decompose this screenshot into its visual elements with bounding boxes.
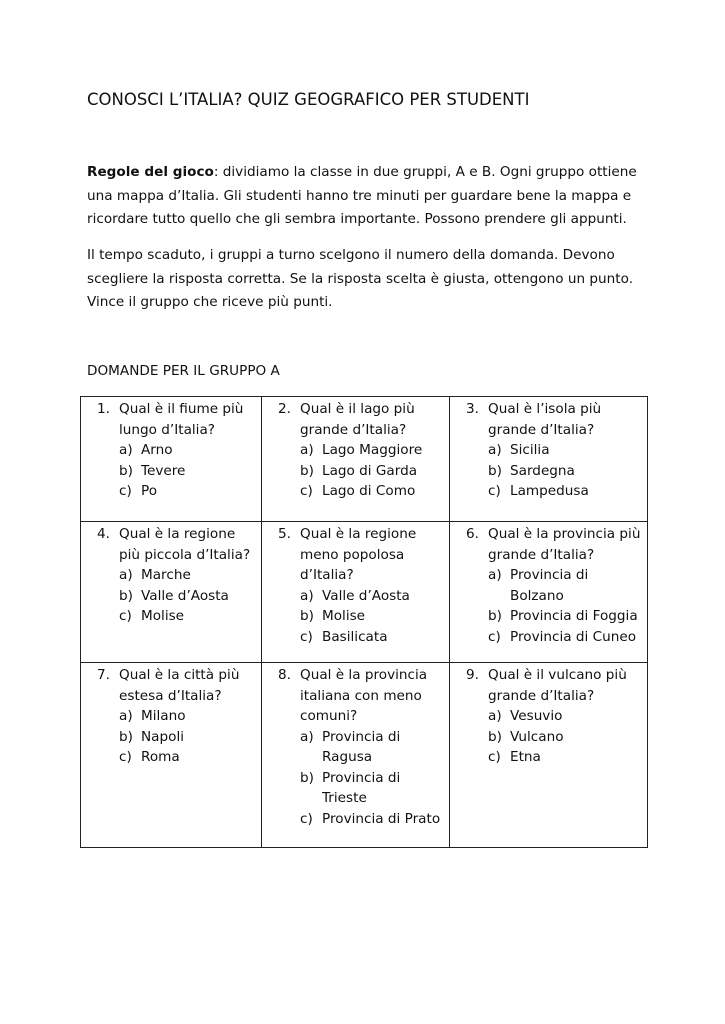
answer-option	[488, 706, 643, 727]
question	[85, 399, 257, 440]
table-row	[81, 397, 648, 522]
answer-option	[119, 565, 257, 586]
option-text: Molise	[322, 608, 366, 624]
option-text: Basilicata	[322, 628, 388, 645]
answer-option	[300, 768, 445, 809]
option-label: b)	[119, 587, 133, 604]
question-text: Qual è l’isola più grande d’Italia?	[488, 401, 602, 438]
answer-options	[300, 586, 445, 648]
question	[266, 399, 445, 440]
question-number: 1.	[97, 401, 110, 417]
answer-option	[119, 481, 257, 502]
question-number: 7.	[97, 667, 110, 683]
question-cell	[81, 397, 262, 522]
question-cell	[450, 397, 648, 522]
answer-option	[300, 627, 445, 648]
answer-option	[119, 461, 257, 482]
option-label: c)	[119, 608, 132, 624]
answer-options	[488, 706, 643, 768]
answer-option	[488, 481, 643, 502]
answer-options	[300, 727, 445, 830]
question-cell	[81, 522, 262, 663]
answer-option	[488, 727, 643, 748]
option-text: Lago Maggiore	[322, 442, 423, 458]
option-text: Po	[141, 483, 158, 499]
question	[266, 524, 445, 586]
answer-option	[119, 440, 257, 461]
option-text: Vulcano	[510, 728, 564, 745]
answer-options	[119, 565, 257, 627]
question-text: Qual è la città più estesa d’Italia?	[119, 667, 240, 704]
question-number: 6.	[466, 526, 479, 542]
option-label: c)	[488, 628, 501, 645]
option-text: Valle d’Aosta	[141, 587, 229, 604]
question-number: 3.	[466, 401, 479, 417]
question-text: Qual è il fiume più lungo d’Italia?	[119, 401, 244, 438]
option-label: c)	[119, 483, 132, 499]
option-text: Sicilia	[510, 442, 550, 458]
option-label: a)	[300, 587, 314, 604]
option-label: b)	[119, 728, 133, 745]
option-label: c)	[300, 810, 313, 827]
answer-option	[119, 606, 257, 627]
answer-option	[300, 586, 445, 607]
option-label: c)	[300, 483, 313, 499]
rules-paragraph	[87, 161, 647, 232]
option-label: b)	[300, 462, 314, 479]
option-text: Milano	[141, 708, 186, 724]
option-label: c)	[119, 749, 132, 765]
answer-options	[300, 440, 445, 502]
question	[85, 524, 257, 565]
option-text: Lago di Como	[322, 483, 416, 499]
rules-label: Regole del gioco	[87, 164, 214, 180]
answer-option	[119, 747, 257, 768]
answer-option	[488, 565, 643, 606]
answer-option	[488, 461, 643, 482]
answer-option	[488, 440, 643, 461]
option-text: Provincia di Foggia	[510, 608, 638, 624]
question-text: Qual è il lago più grande d’Italia?	[300, 401, 415, 438]
question-number: 8.	[278, 667, 291, 683]
answer-options	[488, 440, 643, 502]
option-label: b)	[119, 462, 133, 479]
option-label: c)	[488, 749, 501, 765]
section-title: DOMANDE PER IL GRUPPO A	[87, 363, 280, 379]
question-cell	[450, 663, 648, 848]
table-row	[81, 522, 648, 663]
question	[454, 524, 643, 565]
option-text: Arno	[141, 442, 173, 458]
option-text: Provincia di Cuneo	[510, 628, 637, 645]
answer-option	[300, 727, 445, 768]
option-text: Provincia di Trieste	[322, 769, 401, 806]
option-text: Valle d’Aosta	[322, 587, 410, 604]
option-label: a)	[300, 728, 314, 745]
option-text: Lampedusa	[510, 483, 589, 499]
option-label: c)	[300, 628, 313, 645]
question	[454, 399, 643, 440]
answer-option	[300, 440, 445, 461]
option-text: Roma	[141, 749, 180, 765]
option-label: c)	[488, 483, 501, 499]
option-text: Lago di Garda	[322, 462, 418, 479]
question	[85, 665, 257, 706]
option-label: b)	[300, 769, 314, 786]
option-text: Provincia di Bolzano	[510, 567, 589, 604]
question-cell	[450, 522, 648, 663]
answer-options	[119, 706, 257, 768]
question	[266, 665, 445, 727]
option-label: a)	[119, 567, 133, 583]
question-text: Qual è il vulcano più grande d’Italia?	[488, 667, 627, 704]
option-label: a)	[488, 708, 502, 724]
option-label: a)	[488, 442, 502, 458]
questions-table	[80, 396, 648, 848]
questions-table-body	[81, 397, 648, 848]
option-text: Molise	[141, 608, 185, 624]
rules-text: : dividiamo la classe in due gruppi, A e B. Ogni gruppo ottiene una mappa d’Italia. Gli studenti hanno tre minuti per guardare bene la mappa e ricordare tutto quello che gli sembra importante. Possono prendere gli appunti.	[87, 164, 637, 227]
answer-options	[488, 565, 643, 647]
answer-option	[300, 481, 445, 502]
option-label: a)	[119, 708, 133, 724]
question-number: 5.	[278, 526, 291, 542]
answer-option	[488, 606, 643, 627]
question-cell	[262, 663, 450, 848]
question-cell	[262, 397, 450, 522]
option-text: Sardegna	[510, 462, 575, 479]
answer-option	[488, 627, 643, 648]
answer-option	[119, 727, 257, 748]
rules-paragraph-2: Il tempo scaduto, i gruppi a turno scelgono il numero della domanda. Devono scegliere la risposta corretta. Se la risposta scelta è giusta, ottengono un punto. Vince il gruppo che riceve più punti.	[87, 247, 634, 310]
question-text: Qual è la provincia italiana con meno comuni?	[300, 667, 428, 724]
question-text: Qual è la regione meno popolosa d’Italia?	[300, 526, 417, 583]
option-text: Provincia di Ragusa	[322, 728, 401, 765]
option-text: Vesuvio	[510, 708, 563, 724]
option-label: a)	[119, 442, 133, 458]
answer-option	[119, 586, 257, 607]
question-number: 9.	[466, 667, 479, 683]
option-label: b)	[488, 462, 502, 479]
question	[454, 665, 643, 706]
question-number: 4.	[97, 526, 110, 542]
question-cell	[81, 663, 262, 848]
option-text: Marche	[141, 567, 191, 583]
option-text: Provincia di Prato	[322, 810, 441, 827]
option-label: a)	[300, 442, 314, 458]
option-text: Tevere	[141, 462, 186, 479]
option-label: b)	[488, 728, 502, 745]
answer-options	[119, 440, 257, 502]
option-label: b)	[300, 608, 314, 624]
option-text: Napoli	[141, 728, 184, 745]
option-text: Etna	[510, 749, 541, 765]
question-text: Qual è la regione più piccola d’Italia?	[119, 526, 251, 563]
answer-option	[488, 747, 643, 768]
question-text: Qual è la provincia più grande d’Italia?	[488, 526, 641, 563]
document-title: CONOSCI L’ITALIA? QUIZ GEOGRAFICO PER STUDENTI	[87, 90, 530, 109]
answer-option	[119, 706, 257, 727]
option-label: a)	[488, 567, 502, 583]
answer-option	[300, 809, 445, 830]
answer-option	[300, 461, 445, 482]
question-cell	[262, 522, 450, 663]
question-number: 2.	[278, 401, 291, 417]
option-label: b)	[488, 608, 502, 624]
table-row	[81, 663, 648, 848]
answer-option	[300, 606, 445, 627]
